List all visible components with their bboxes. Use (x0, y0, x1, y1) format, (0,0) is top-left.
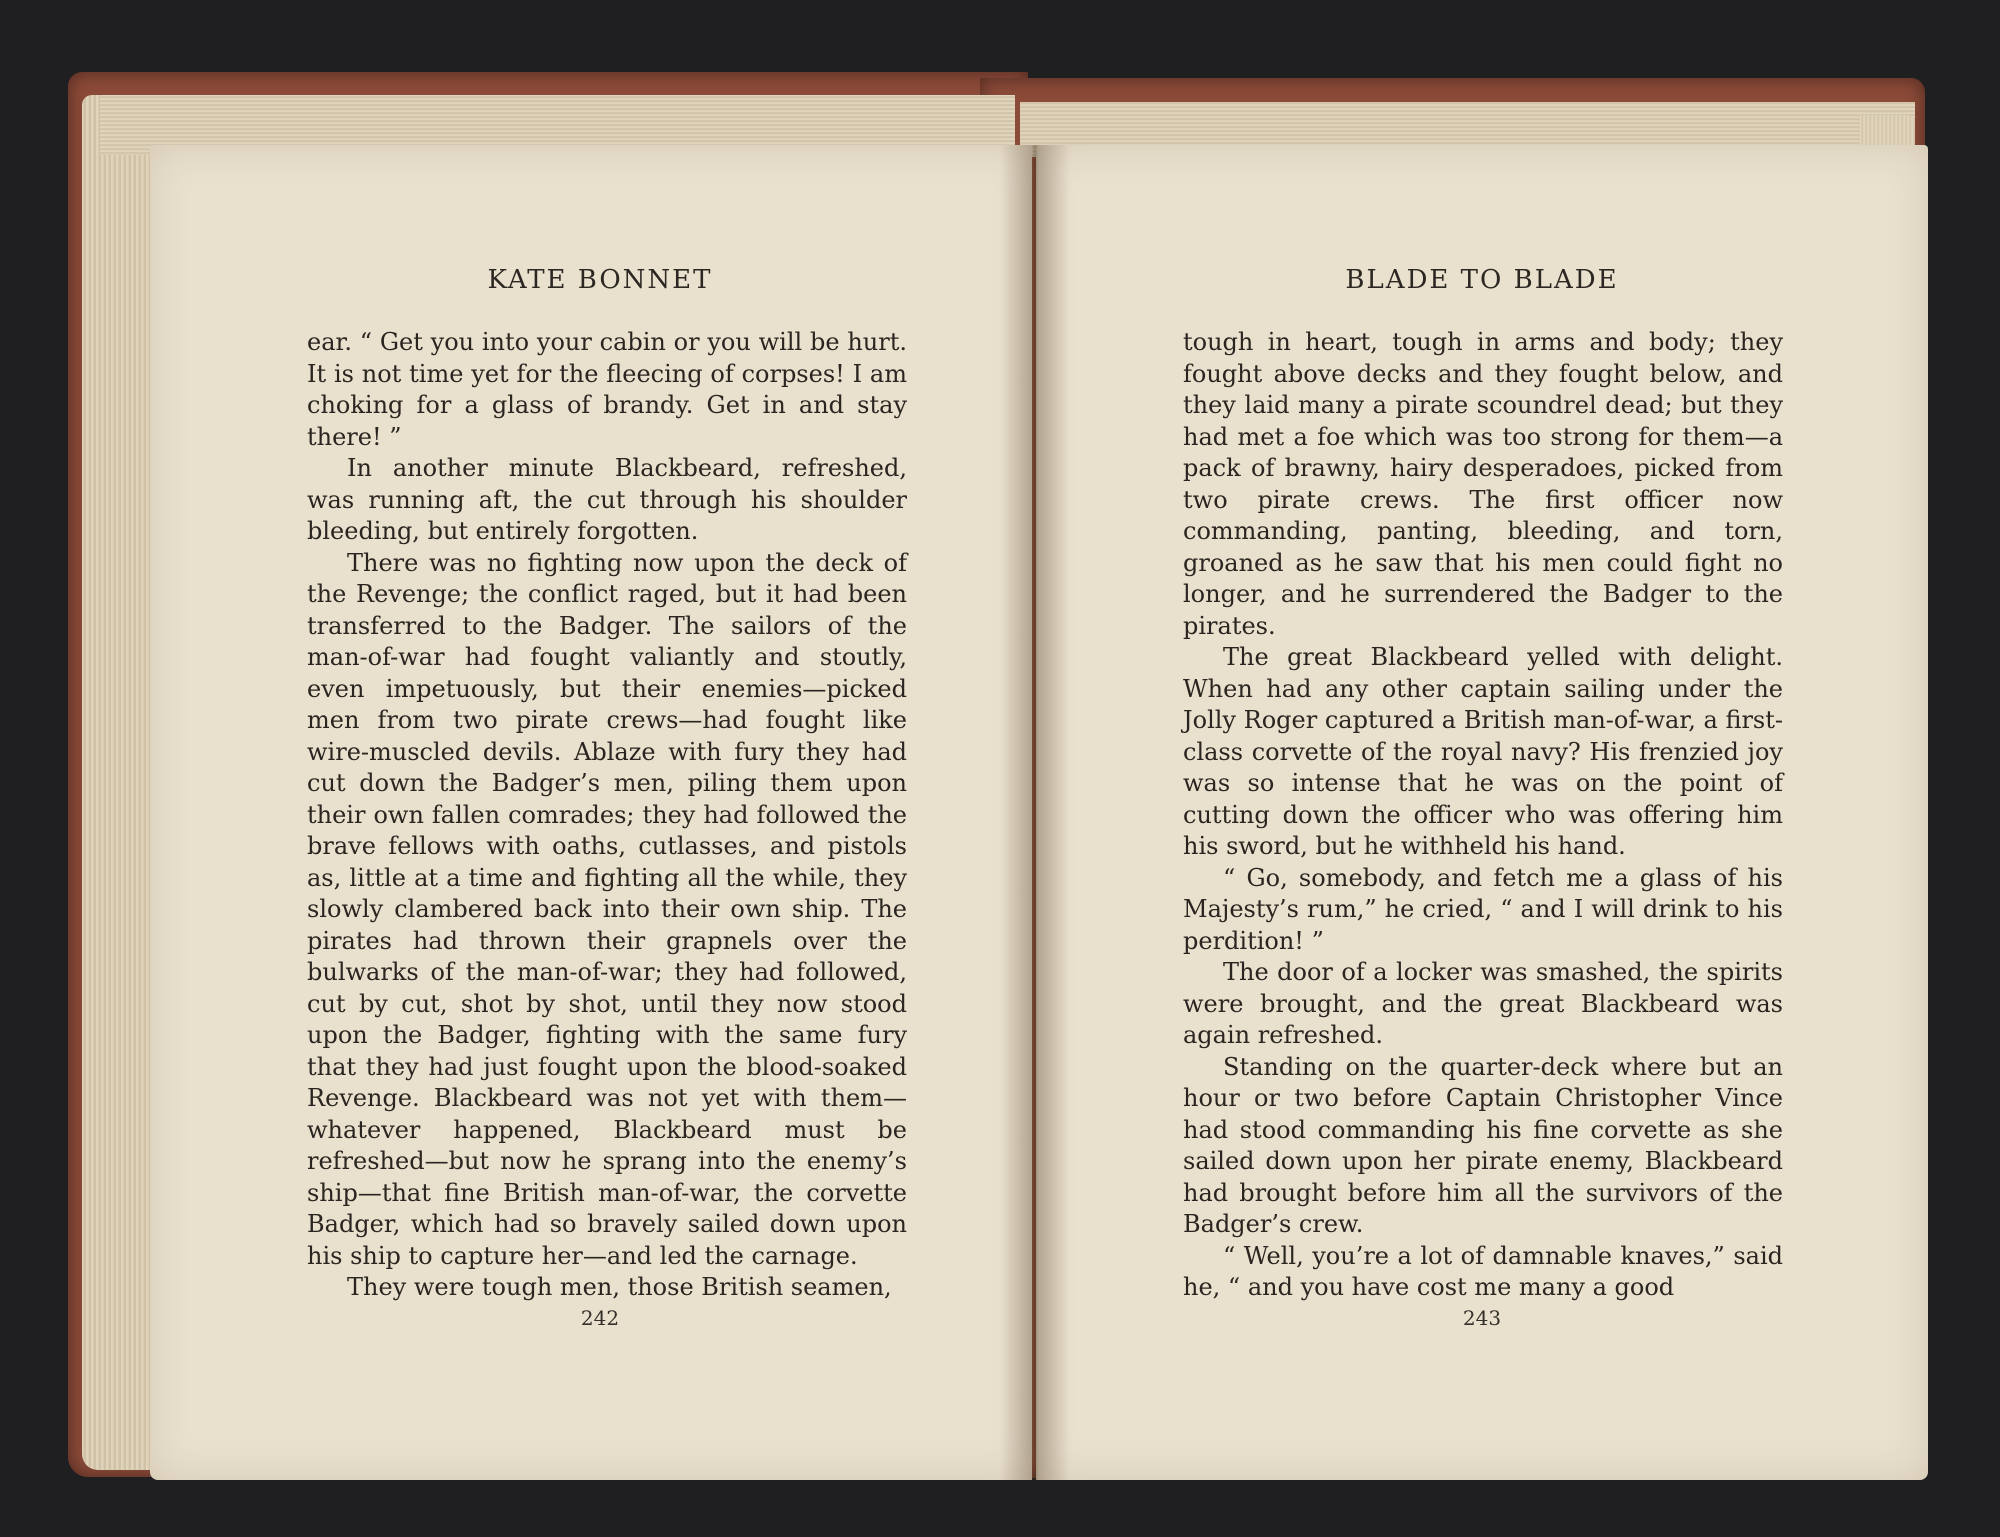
right-paragraph: “ Go, somebody, and fetch me a glass of his Majesty’s rum,” he cried, “ and I will drink to his perdition! ” (1183, 863, 1783, 955)
right-paragraph: The great Blackbeard yelled with delight. When had any other captain sailing under the Jolly Roger captured a British man-of-war, a first-class corvette of the royal navy? His frenzied joy was so intense that he was on the point of cutting down the officer who was offering him his sword, but he withheld his hand. (1183, 643, 1783, 860)
right-paragraph: tough in heart, tough in arms and body; they fought above decks and they fought below, and they laid many a pirate scoundrel dead; but they had met a foe which was too strong for them—a pack of brawny, hairy desperadoes, picked from two pirate crews. The first officer now commanding, panting, bleeding, and torn, groaned as he saw that his men could fight no longer, and he surrendered the Badger to the pirates. (1183, 328, 1783, 640)
left-paragraph: They were tough men, those British seamen, (347, 1273, 892, 1301)
right-page-number: 243 (1462, 1306, 1502, 1330)
right-paragraph: Standing on the quarter-deck where but an hour or two before Captain Christopher Vince had stood commanding his fine corvette as she sailed down upon her pirate enemy, Blackbeard had brought before him all the survivors of the Badger’s crew. (1183, 1052, 1783, 1238)
left-page-text (307, 327, 907, 1304)
left-paragraph: ear. “ Get you into your cabin or you will be hurt. It is not time yet for the fleecing of corpses! I am choking for a glass of brandy. Get in and stay there! ” (307, 328, 907, 451)
right-paragraph: The door of a locker was smashed, the spirits were brought, and the great Blackbeard was again refreshed. (1183, 958, 1783, 1049)
left-page-number: 242 (580, 1306, 620, 1330)
left-paragraph: There was no fighting now upon the deck of the Revenge; the conflict raged, but it had been transferred to the Badger. The sailors of the man-of-war had fought valiantly and stoutly, even impetuously, but their enemies—picked men from two pirate crews—had fought like wire-muscled devils. Ablaze with fury they had cut down the Badger’s men, piling them upon their own fallen comrades; they had followed the brave fellows with oaths, cutlasses, and pistols as, little at a time and fighting all the while, they slowly clambered back into their own ship. The pirates had thrown their grapnels over the bulwarks of the man-of-war; they had followed, cut by cut, shot by shot, until they now stood upon the Badger, fighting with the same fury that they had just fought upon the blood-soaked Revenge. Blackbeard was not yet with them—whatever happened, Blackbeard must be refreshed—but now he sprang into the enemy’s ship—that fine British man-of-war, the corvette Badger, which had so bravely sailed down upon his ship to capture her—and led the carnage. (307, 548, 907, 1270)
right-paragraph: “ Well, you’re a lot of damnable knaves,” said he, “ and you have cost me many a good (1183, 1241, 1783, 1301)
left-paragraph: In another minute Blackbeard, refreshed, was running aft, the cut through his shoulder bleeding, but entirely forgotten. (307, 454, 907, 545)
left-running-head: KATE BONNET (487, 265, 713, 295)
right-page-text (1183, 327, 1783, 1304)
book-gutter (1000, 145, 1070, 1480)
right-running-head: BLADE TO BLADE (1345, 265, 1619, 295)
